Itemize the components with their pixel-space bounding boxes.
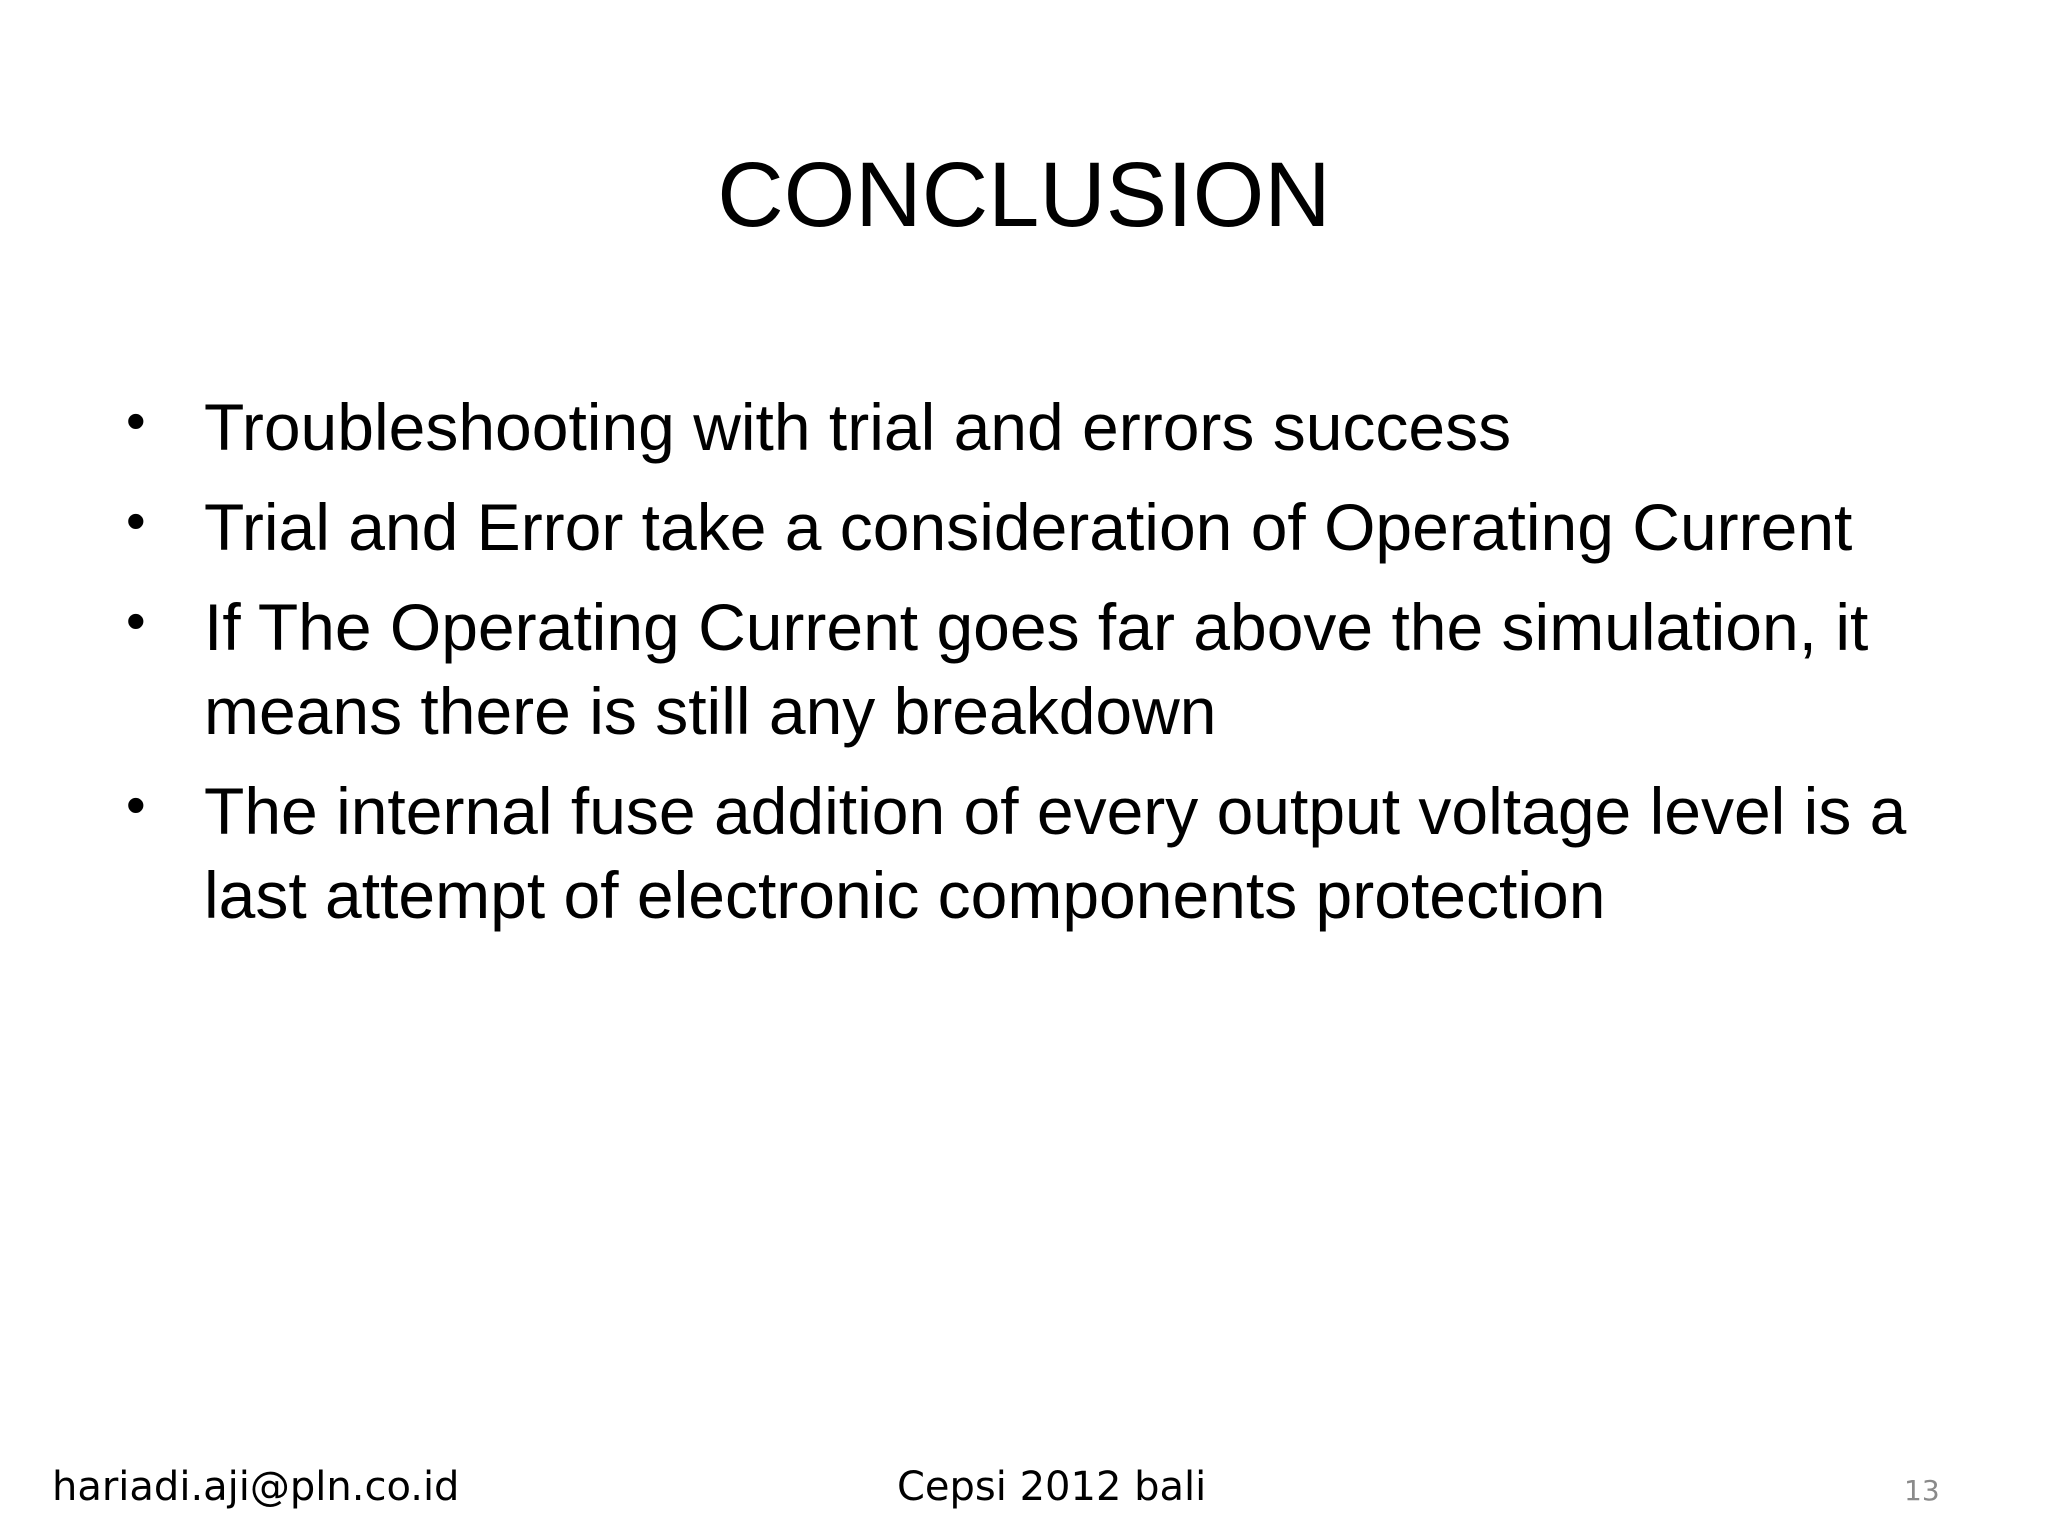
bullet-text: Troubleshooting with trial and errors success (204, 390, 1512, 464)
bullet-text: Trial and Error take a consideration of Operating Current (204, 490, 1853, 564)
page-number: 13 (1904, 1474, 1940, 1507)
bullet-icon: • (126, 773, 146, 836)
bullet-icon: • (126, 589, 146, 652)
bullet-icon: • (126, 389, 146, 452)
footer-email: hariadi.aji@pln.co.id (52, 1464, 460, 1510)
list-item (120, 385, 1970, 469)
bullet-text: The internal fuse addition of every output voltage level is a last attempt of electronic components protection (204, 774, 1907, 932)
list-item (120, 585, 1970, 753)
bullet-list (120, 385, 1970, 953)
footer-event: Cepsi 2012 bali (897, 1464, 1207, 1510)
bullet-text: If The Operating Current goes far above the simulation, it means there is still any breakdown (204, 590, 1869, 748)
bullet-icon: • (126, 489, 146, 552)
list-item (120, 769, 1970, 937)
slide-title: CONCLUSION (717, 144, 1331, 246)
list-item (120, 485, 1970, 569)
